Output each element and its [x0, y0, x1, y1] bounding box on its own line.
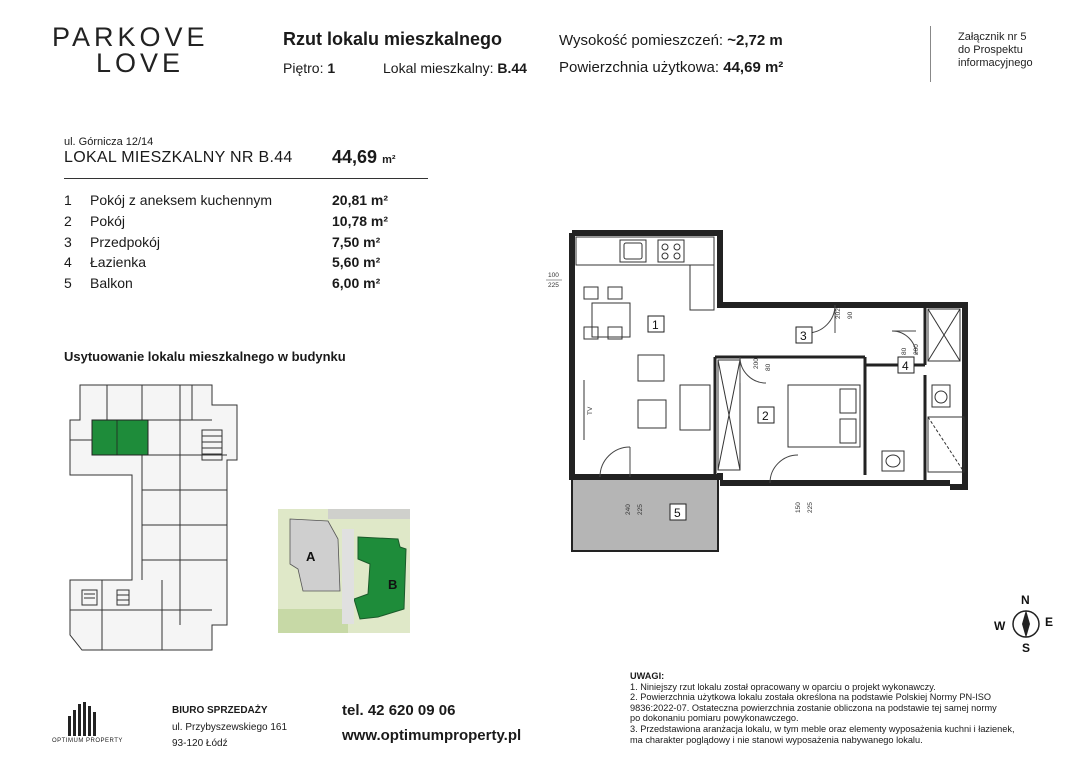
area-label: Powierzchnia użytkowa: — [559, 59, 720, 76]
unit-info — [383, 60, 527, 76]
unit-address: ul. Górnicza 12/14 — [64, 136, 154, 148]
unit-label: Lokal mieszkalny: — [383, 60, 494, 76]
note-line: 9836:2022-07. Ostateczna powierzchnia zostanie obliczona na podstawie tej samej normy — [630, 702, 997, 713]
room-row — [64, 192, 389, 208]
site-plan — [278, 509, 410, 633]
optimum-logo-icon — [68, 702, 98, 736]
optimum-brand: OPTIMUM PROPERTY — [52, 738, 123, 744]
dim-label: 240 — [625, 504, 632, 515]
dim-label: 80 — [901, 347, 908, 355]
dim-label: 225 — [807, 502, 814, 513]
dim-label: 150 — [795, 502, 802, 513]
room-name: Łazienka — [90, 254, 147, 270]
room-row — [64, 254, 381, 270]
note-line: 1. Niniejszy rzut lokalu został opracowany w oparciu o projekt wykonawczy. — [630, 681, 936, 692]
room-label-4: 4 — [902, 359, 909, 373]
room-row — [64, 275, 381, 291]
room-label-5: 5 — [674, 506, 681, 520]
note-line: 2. Powierzchnia użytkowa lokalu została określona na podstawie Polskiej Normy PN-ISO — [630, 692, 992, 703]
room-row — [64, 213, 389, 229]
floor-plan — [540, 225, 970, 555]
unit-name: LOKAL MIESZKALNY NR B.44 — [64, 149, 293, 166]
brand-logo — [52, 24, 209, 76]
sales-city: 93-120 Łódź — [172, 738, 228, 749]
compass-s: S — [1022, 641, 1031, 655]
note-line: po dokonaniu pomiaru powykonawczego. — [630, 713, 799, 724]
inner-walls — [715, 305, 925, 483]
dim-label: 100 — [548, 272, 559, 279]
room-area: 6,00 m² — [332, 275, 381, 291]
dim-label: 80 — [765, 363, 772, 371]
note-line: ma charakter poglądowy i nie stanowi wyposażenia nabywanego lokalu. — [630, 734, 923, 745]
tv-label: TV — [587, 406, 594, 415]
room-name: Pokój z aneksem kuchennym — [90, 192, 273, 208]
summary-divider — [64, 178, 428, 179]
room-number: 4 — [64, 254, 72, 270]
room-label-2: 2 — [762, 409, 769, 423]
room-name: Pokój — [90, 213, 126, 229]
unit-area — [332, 147, 396, 168]
room-area: 20,81 m² — [332, 192, 389, 208]
phone-link[interactable]: tel. 42 620 09 06 — [342, 702, 456, 719]
room-name: Przedpokój — [90, 234, 161, 250]
room-number: 2 — [64, 213, 72, 229]
dim-label: 200 — [913, 344, 920, 355]
room-name: Balkon — [90, 275, 133, 291]
room-label-1: 1 — [652, 318, 659, 332]
sales-street: ul. Przybyszewskiego 161 — [172, 722, 288, 733]
annex-line1: Załącznik nr 5 — [958, 31, 1027, 43]
notes-heading: UWAGI: — [630, 671, 665, 681]
annex-line2: do Prospektu — [958, 44, 1023, 56]
dim-label: 225 — [548, 282, 559, 289]
area-info — [559, 59, 783, 76]
dim-label: 202 — [835, 308, 842, 319]
dim-label: 90 — [847, 311, 854, 319]
floor-value: 1 — [327, 60, 336, 76]
building-b-label: B — [388, 577, 398, 592]
floor-label: Piętro: — [283, 60, 324, 76]
compass-w: W — [994, 619, 1006, 633]
compass — [990, 590, 1060, 656]
compass-e: E — [1045, 615, 1054, 629]
height-label: Wysokość pomieszczeń: — [559, 32, 724, 49]
sales-heading: BIURO SPRZEDAŻY — [172, 705, 268, 716]
location-title: Usytuowanie lokalu mieszkalnego w budynku — [64, 349, 346, 364]
room-number: 1 — [64, 192, 72, 208]
unit-value: B.44 — [497, 60, 527, 76]
header-divider — [930, 26, 931, 82]
room-row — [64, 234, 381, 250]
room-area: 5,60 m² — [332, 254, 381, 270]
unit-area-value: 44,69 — [332, 147, 378, 167]
notes — [630, 671, 1070, 745]
annex-note — [958, 31, 1033, 70]
compass-needle-icon — [1022, 610, 1030, 638]
room-number: 5 — [64, 275, 72, 291]
balcony — [572, 479, 718, 551]
dim-label: 200 — [753, 358, 760, 369]
floor-info — [283, 60, 335, 76]
compass-n: N — [1021, 593, 1030, 607]
website-link[interactable]: www.optimumproperty.pl — [342, 727, 522, 744]
dim-label: 225 — [637, 504, 644, 515]
building-key-plan — [62, 380, 244, 670]
room-area: 10,78 m² — [332, 213, 389, 229]
unit-area-unit: m² — [382, 154, 396, 166]
height-value: ~2,72 m — [727, 32, 783, 49]
room-label-3: 3 — [800, 329, 807, 343]
note-line: 3. Przedstawiona aranżacja lokalu, w tym meble oraz elementy wyposażenia kuchni i łazienek, — [630, 723, 1015, 734]
unit-highlight — [92, 420, 148, 455]
height-info — [559, 32, 783, 49]
annex-line3: informacyjnego — [958, 57, 1033, 69]
room-area: 7,50 m² — [332, 234, 381, 250]
page-title: Rzut lokalu mieszkalnego — [283, 29, 503, 49]
logo-line1: PARKOVE — [52, 22, 209, 52]
room-number: 3 — [64, 234, 72, 250]
area-value: 44,69 m² — [723, 59, 784, 76]
building-a-label: A — [306, 549, 316, 564]
logo-line2: LOVE — [96, 48, 185, 78]
